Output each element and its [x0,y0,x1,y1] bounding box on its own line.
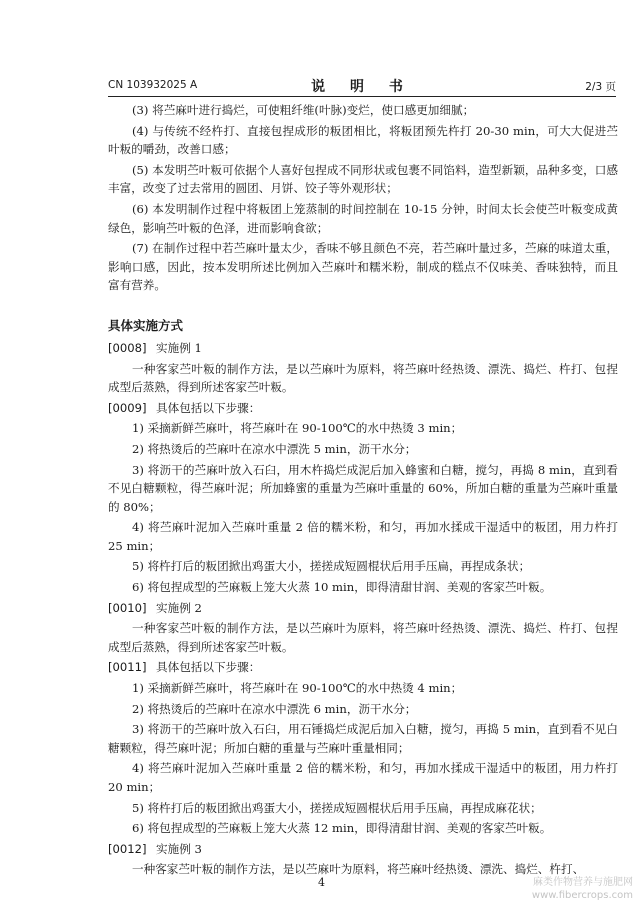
paragraph-number: [0009] [108,400,147,415]
watermark [513,876,633,902]
paragraph-number: [0011] [108,660,147,675]
numbered-paragraph [108,840,618,859]
watermark-line: 麻类作物营养与施肥网 [533,877,633,888]
paragraph-text: 实施例 2 [156,600,202,615]
numbered-paragraph [108,599,618,618]
paragraph: 1) 采摘新鲜苎麻叶，将苎麻叶在 90-100℃的水中热烫 4 min； [132,681,463,696]
paragraph: 4) 将苎麻叶泥加入苎麻叶重量 2 倍的糯米粉，和匀，再加水揉成干湿适中的粄团，用力杵打 20 min； [108,761,618,794]
paragraph: 1) 采摘新鲜苎麻叶，将苎麻叶在 90-100℃的水中热烫 3 min； [132,421,463,436]
paragraph: 一种客家苎叶粄的制作方法，是以苎麻叶为原料，将苎麻叶经热烫、漂洗、捣烂、杵打、 [132,862,585,877]
embodiments [108,339,618,879]
section-heading: 具体实施方式 [108,317,184,333]
paragraph-text: 具体包括以下步骤： [156,400,261,415]
paragraph: 5) 将杵打后的粄团掀出鸡蛋大小，搓搓成短圆棍状后用手压扁，再捏成条状； [132,559,531,574]
paragraph: (7) 在制作过程中若苎麻叶量太少，香味不够且颜色不亮，若苎麻叶量过多，苎麻的味道太重，影响口感，因此，按本发明所述比例加入苎麻叶和糯米粉，制成的糕点不仅味美、香味独特，而且富有营养。 [108,241,618,293]
document-body [108,101,618,881]
paragraph: (5) 本发明苎叶粄可依据个人喜好包捏成不同形状或包裹不同馅料，造型新颖，品种多变，口感丰富，改变了过去常用的圆团、月饼、饺子等外观形状； [108,162,618,196]
paragraph-text: 具体包括以下步骤： [156,660,261,675]
numbered-paragraph [108,658,618,677]
paragraph-number: [0012] [108,841,147,856]
page-indicator: 2/3 页 [585,81,616,93]
paragraph: 2) 将热烫后的苎麻叶在凉水中漂洗 6 min，沥干水分； [132,701,417,716]
paragraph: (4) 与传统不经杵打、直接包捏成形的粄团相比，将粄团预先杵打 20-30 min，可大大促进苎叶粄的嚼劲，改善口感； [108,123,618,157]
publication-number: CN 103932025 A [108,79,198,91]
paragraph-text: 实施例 1 [156,340,202,355]
paragraph: 3) 将沥干的苎麻叶放入石臼，用石锤捣烂成泥后加入白糖，搅匀，再捣 5 min，直到看不见白糖颗粒，得苎麻叶泥；所加白糖的重量与苎麻叶重量相同； [108,722,618,755]
paragraph: 一种客家苎叶粄的制作方法，是以苎麻叶为原料，将苎麻叶经热烫、漂洗、捣烂、杵打、包捏成型后蒸熟，得到所述客家苎叶粄。 [108,621,618,654]
paragraph: 6) 将包捏成型的苎麻粄上笼大火蒸 12 min，即得清甜甘润、美观的客家苎叶粄。 [132,821,552,836]
paragraph-number: [0008] [108,340,147,355]
paragraph: 5) 将杵打后的粄团掀出鸡蛋大小，搓搓成短圆棍状后用手压扁，再捏成麻花状； [132,800,542,815]
paragraph-text: 实施例 3 [156,841,202,856]
page-number: 4 [318,876,325,889]
numbered-paragraph [108,339,618,358]
paragraph-number: [0010] [108,600,147,615]
section-title: 说 明 书 [311,79,413,95]
paragraph: (3) 将苎麻叶进行捣烂，可使粗纤维(叶脉)变烂，使口感更加细腻； [132,103,475,117]
page-header [108,76,616,97]
paragraph: 6) 将包捏成型的苎麻粄上笼大火蒸 10 min，即得清甜甘润、美观的客家苎叶粄。 [132,580,552,595]
paragraph: 3) 将沥干的苎麻叶放入石臼，用木杵捣烂成泥后加入蜂蜜和白糖，搅匀，再捣 8 min，直到看不见白糖颗粒，得苎麻叶泥；所加蜂蜜的重量为苎麻叶重量的 60%，所加白糖的重量为苎麻叶重量的 80%； [108,462,618,514]
paragraph: 4) 将苎麻叶泥加入苎麻叶重量 2 倍的糯米粉，和匀，再加水揉成干湿适中的粄团，用力杵打 25 min； [108,520,618,553]
paragraph: 2) 将热烫后的苎麻叶在凉水中漂洗 5 min，沥干水分； [132,441,417,456]
numbered-paragraph [108,399,618,418]
watermark-url: www.fibercrops.com [531,890,633,901]
paragraph: 一种客家苎叶粄的制作方法，是以苎麻叶为原料，将苎麻叶经热烫、漂洗、捣烂、杵打、包捏成型后蒸熟，得到所述客家苎叶粄。 [108,361,618,395]
advantages-list [108,101,618,295]
paragraph: (6) 本发明制作过程中将粄团上笼蒸制的时间控制在 10-15 分钟，时间太长会使苎叶粄变成黄绿色，影响苎叶粄的色泽，进而影响食欲； [108,201,618,235]
